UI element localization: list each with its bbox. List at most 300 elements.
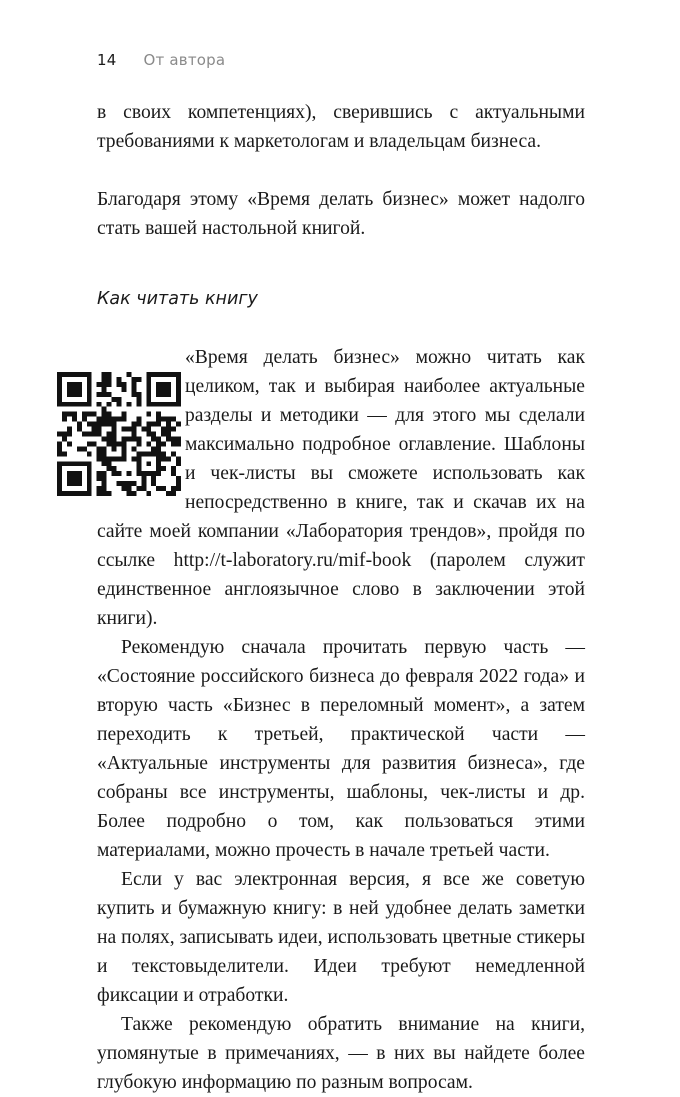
- qr-module: [82, 417, 87, 422]
- qr-module: [156, 412, 161, 417]
- qr-module: [126, 471, 131, 476]
- qr-module: [87, 387, 92, 392]
- qr-module: [112, 417, 117, 422]
- qr-module: [126, 481, 131, 486]
- qr-module: [87, 476, 92, 481]
- qr-module: [82, 461, 87, 466]
- qr-module: [126, 486, 131, 491]
- qr-module: [82, 432, 87, 437]
- qr-module: [102, 446, 107, 451]
- qr-module: [161, 417, 166, 422]
- page-body: [97, 98, 585, 1097]
- qr-module: [112, 436, 117, 441]
- qr-module: [156, 486, 161, 491]
- paragraph-how-to-read-text: «Время делать бизнес» можно читать как целиком, так и выбирая наиболее актуальные разделы и методики — для этого мы сделали максимально подробное оглавление. Шаблоны и чек-листы вы сможете использовать как непосредственно в книге, так и скачав их на сайте моей компании «Лаборатория трендов», пройдя по ссылке http://t-laboratory.ru/mif-book (паролем служит единственное англоязычное слово в заключении этой книги).: [97, 347, 585, 629]
- qr-module: [126, 372, 131, 377]
- qr-module: [57, 451, 62, 456]
- qr-module: [107, 441, 112, 446]
- qr-module: [117, 377, 122, 382]
- qr-module: [166, 372, 171, 377]
- qr-module: [77, 461, 82, 466]
- qr-module: [136, 417, 141, 422]
- qr-module: [161, 441, 166, 446]
- qr-module: [87, 461, 92, 466]
- qr-module: [166, 382, 171, 387]
- qr-module: [176, 382, 181, 387]
- qr-module: [161, 432, 166, 437]
- qr-module: [67, 412, 72, 417]
- qr-module: [92, 427, 97, 432]
- qr-module: [156, 436, 161, 441]
- qr-module: [112, 466, 117, 471]
- qr-module: [67, 382, 72, 387]
- qr-module: [107, 417, 112, 422]
- qr-module: [161, 372, 166, 377]
- qr-module: [156, 446, 161, 451]
- qr-module: [107, 372, 112, 377]
- qr-module: [72, 372, 77, 377]
- qr-module: [57, 377, 62, 382]
- qr-module: [102, 382, 107, 387]
- qr-module: [126, 436, 131, 441]
- qr-module: [97, 402, 102, 407]
- qr-module: [57, 446, 62, 451]
- qr-module: [72, 387, 77, 392]
- qr-module: [97, 476, 102, 481]
- qr-module: [146, 397, 151, 402]
- qr-module: [102, 481, 107, 486]
- qr-module: [146, 441, 151, 446]
- qr-module: [121, 451, 126, 456]
- qr-module: [67, 427, 72, 432]
- qr-module: [77, 402, 82, 407]
- qr-module: [171, 441, 176, 446]
- qr-module: [67, 476, 72, 481]
- qr-module: [57, 432, 62, 437]
- qr-module: [136, 461, 141, 466]
- qr-module: [176, 476, 181, 481]
- paragraph-continuation: в своих компетенциях), сверившись с актуальными требованиями к маркетологам и владельцам бизнеса.: [97, 102, 585, 152]
- qr-module: [176, 481, 181, 486]
- qr-module: [87, 471, 92, 476]
- qr-module: [136, 486, 141, 491]
- qr-module: [62, 372, 67, 377]
- qr-module: [107, 466, 112, 471]
- qr-module: [57, 486, 62, 491]
- qr-module: [136, 422, 141, 427]
- qr-module: [77, 372, 82, 377]
- qr-module: [146, 432, 151, 437]
- qr-module: [62, 451, 67, 456]
- qr-module: [102, 372, 107, 377]
- qr-module: [136, 451, 141, 456]
- paragraph-desk-book: Благодаря этому «Время делать бизнес» может надолго стать вашей настольной книгой.: [97, 189, 585, 239]
- qr-module: [151, 446, 156, 451]
- qr-module: [97, 491, 102, 496]
- qr-module: [131, 456, 136, 461]
- qr-module: [136, 402, 141, 407]
- qr-module: [121, 456, 126, 461]
- qr-module: [131, 491, 136, 496]
- qr-module: [62, 461, 67, 466]
- qr-module: [97, 422, 102, 427]
- qr-module: [57, 392, 62, 397]
- qr-module: [112, 456, 117, 461]
- qr-module: [62, 417, 67, 422]
- qr-module: [107, 382, 112, 387]
- qr-module: [141, 451, 146, 456]
- qr-module: [77, 481, 82, 486]
- qr-module: [77, 382, 82, 387]
- qr-module: [171, 417, 176, 422]
- qr-module: [136, 377, 141, 382]
- qr-module: [146, 491, 151, 496]
- qr-module: [92, 441, 97, 446]
- qr-module: [146, 471, 151, 476]
- qr-module: [77, 392, 82, 397]
- qr-module: [67, 372, 72, 377]
- qr-module: [57, 491, 62, 496]
- qr-module: [112, 427, 117, 432]
- qr-module: [67, 432, 72, 437]
- qr-module: [87, 481, 92, 486]
- qr-module: [176, 422, 181, 427]
- qr-module: [156, 466, 161, 471]
- qr-module: [82, 402, 87, 407]
- qr-module: [141, 481, 146, 486]
- qr-module: [156, 387, 161, 392]
- spacer: [97, 314, 585, 343]
- qr-module: [97, 451, 102, 456]
- qr-module: [77, 427, 82, 432]
- qr-module: [72, 382, 77, 387]
- qr-module: [131, 377, 136, 382]
- qr-module: [146, 392, 151, 397]
- qr-module: [62, 491, 67, 496]
- qr-module: [176, 377, 181, 382]
- qr-module: [97, 427, 102, 432]
- qr-module: [146, 461, 151, 466]
- qr-module: [176, 461, 181, 466]
- qr-module: [57, 476, 62, 481]
- qr-module: [87, 441, 92, 446]
- qr-module: [87, 412, 92, 417]
- paragraph-how-to-read-wrap: [97, 343, 585, 633]
- qr-module: [67, 387, 72, 392]
- qr-module: [117, 382, 122, 387]
- qr-module: [131, 481, 136, 486]
- qr-module: [171, 491, 176, 496]
- qr-module: [161, 486, 166, 491]
- qr-module: [156, 392, 161, 397]
- qr-module: [121, 427, 126, 432]
- qr-module: [146, 412, 151, 417]
- qr-module: [146, 377, 151, 382]
- section-heading: Как читать книгу: [97, 289, 258, 309]
- qr-module: [87, 392, 92, 397]
- qr-module: [146, 451, 151, 456]
- qr-module: [121, 441, 126, 446]
- qr-module: [87, 397, 92, 402]
- qr-module: [151, 451, 156, 456]
- qr-module: [57, 441, 62, 446]
- qr-module: [136, 471, 141, 476]
- qr-module: [67, 491, 72, 496]
- qr-module: [72, 402, 77, 407]
- qr-module: [141, 476, 146, 481]
- qr-module: [62, 436, 67, 441]
- qr-module: [176, 392, 181, 397]
- qr-module: [107, 432, 112, 437]
- qr-module: [72, 461, 77, 466]
- qr-module: [151, 436, 156, 441]
- qr-module: [87, 432, 92, 437]
- qr-module: [141, 471, 146, 476]
- qr-module: [92, 412, 97, 417]
- qr-module: [102, 392, 107, 397]
- qr-module: [112, 441, 117, 446]
- qr-module: [87, 402, 92, 407]
- qr-module: [97, 471, 102, 476]
- qr-module: [112, 446, 117, 451]
- qr-code-block[interactable]: [57, 343, 183, 503]
- qr-module: [151, 372, 156, 377]
- qr-module: [166, 456, 171, 461]
- qr-module: [72, 481, 77, 486]
- qr-module: [121, 417, 126, 422]
- qr-module: [166, 427, 171, 432]
- qr-module: [102, 491, 107, 496]
- qr-module: [107, 377, 112, 382]
- qr-module: [107, 392, 112, 397]
- qr-module: [72, 392, 77, 397]
- qr-module: [112, 422, 117, 427]
- spacer: [97, 243, 585, 285]
- qr-module: [57, 461, 62, 466]
- qr-module: [102, 377, 107, 382]
- qr-module: [77, 422, 82, 427]
- spacer: [97, 156, 585, 185]
- qr-module: [72, 412, 77, 417]
- qr-module: [161, 427, 166, 432]
- paragraph-notes: Также рекомендую обратить внимание на книги, упомянутые в примечаниях, — в них вы найдете более глубокую информацию по разным вопросам.: [97, 1014, 585, 1093]
- qr-module: [146, 387, 151, 392]
- qr-module: [156, 422, 161, 427]
- qr-module: [102, 476, 107, 481]
- qr-module: [176, 486, 181, 491]
- qr-module: [156, 441, 161, 446]
- qr-module: [161, 466, 166, 471]
- qr-module: [166, 436, 171, 441]
- qr-module: [161, 382, 166, 387]
- qr-module: [166, 402, 171, 407]
- qr-module: [166, 432, 171, 437]
- qr-module: [77, 491, 82, 496]
- qr-module: [117, 456, 122, 461]
- qr-module: [112, 397, 117, 402]
- qr-module: [131, 392, 136, 397]
- qr-module: [141, 486, 146, 491]
- qr-module: [57, 387, 62, 392]
- qr-module: [72, 417, 77, 422]
- qr-module: [156, 471, 161, 476]
- qr-module: [156, 382, 161, 387]
- qr-module: [151, 422, 156, 427]
- qr-module: [176, 372, 181, 377]
- qr-module: [92, 432, 97, 437]
- qr-module: [107, 412, 112, 417]
- qr-module: [102, 417, 107, 422]
- qr-module: [117, 471, 122, 476]
- qr-module: [166, 387, 171, 392]
- qr-module: [131, 382, 136, 387]
- qr-module: [77, 387, 82, 392]
- qr-module: [97, 417, 102, 422]
- qr-module: [121, 446, 126, 451]
- qr-module: [121, 387, 126, 392]
- qr-module: [171, 372, 176, 377]
- qr-module: [131, 422, 136, 427]
- qr-module: [97, 456, 102, 461]
- qr-module: [102, 471, 107, 476]
- qr-module: [171, 427, 176, 432]
- qr-module: [57, 471, 62, 476]
- qr-module: [112, 432, 117, 437]
- qr-module: [161, 456, 166, 461]
- qr-module: [136, 466, 141, 471]
- qr-code-icon[interactable]: [57, 372, 181, 496]
- qr-module: [171, 402, 176, 407]
- qr-module: [117, 481, 122, 486]
- qr-module: [117, 397, 122, 402]
- qr-module: [72, 476, 77, 481]
- qr-module: [146, 422, 151, 427]
- qr-module: [82, 446, 87, 451]
- qr-module: [166, 417, 171, 422]
- qr-module: [107, 461, 112, 466]
- qr-module: [121, 412, 126, 417]
- qr-module: [171, 466, 176, 471]
- qr-module: [126, 427, 131, 432]
- qr-module: [171, 436, 176, 441]
- qr-module: [107, 436, 112, 441]
- qr-module: [131, 427, 136, 432]
- qr-module: [121, 382, 126, 387]
- qr-module: [102, 456, 107, 461]
- qr-module: [171, 486, 176, 491]
- running-title: От автора: [143, 51, 226, 69]
- qr-module: [107, 422, 112, 427]
- qr-module: [131, 436, 136, 441]
- qr-module: [161, 392, 166, 397]
- qr-module: [102, 436, 107, 441]
- qr-module: [171, 471, 176, 476]
- qr-module: [166, 392, 171, 397]
- qr-module: [87, 491, 92, 496]
- qr-module: [176, 436, 181, 441]
- qr-module: [82, 412, 87, 417]
- qr-module: [87, 372, 92, 377]
- qr-module: [77, 446, 82, 451]
- qr-module: [67, 461, 72, 466]
- qr-module: [176, 402, 181, 407]
- qr-module: [161, 387, 166, 392]
- qr-module: [121, 486, 126, 491]
- qr-module: [141, 427, 146, 432]
- qr-module: [156, 461, 161, 466]
- qr-module: [156, 456, 161, 461]
- qr-module: [87, 377, 92, 382]
- qr-module: [102, 422, 107, 427]
- qr-module: [121, 436, 126, 441]
- page-header: [97, 51, 225, 69]
- qr-module: [171, 451, 176, 456]
- qr-module: [97, 382, 102, 387]
- qr-module: [156, 402, 161, 407]
- qr-module: [62, 412, 67, 417]
- qr-module: [131, 446, 136, 451]
- qr-module: [156, 451, 161, 456]
- qr-module: [57, 481, 62, 486]
- qr-module: [146, 402, 151, 407]
- qr-module: [62, 402, 67, 407]
- qr-module: [97, 486, 102, 491]
- qr-module: [57, 397, 62, 402]
- qr-module: [146, 372, 151, 377]
- qr-module: [161, 451, 166, 456]
- qr-module: [77, 476, 82, 481]
- paragraph-how-to-read: [97, 343, 585, 633]
- qr-module: [87, 451, 92, 456]
- qr-module: [62, 432, 67, 437]
- qr-module: [136, 397, 141, 402]
- qr-module: [151, 402, 156, 407]
- qr-module: [136, 456, 141, 461]
- qr-module: [166, 422, 171, 427]
- paragraph-recommend-order: Рекомендую сначала прочитать первую часть — «Состояние российского бизнеса до февраля 2022 года» и вторую часть «Бизнес в переломный момент», а затем переходить к третьей, практической части — «Актуальные инструменты для развития бизнеса», где собраны все инструменты, шаблоны, чек-листы и др. Более подробно о том, как пользоваться этими материалами, можно прочесть в начале третьей части.: [97, 637, 585, 861]
- qr-module: [102, 486, 107, 491]
- qr-module: [156, 417, 161, 422]
- qr-module: [176, 387, 181, 392]
- qr-module: [176, 397, 181, 402]
- qr-module: [92, 422, 97, 427]
- qr-module: [117, 402, 122, 407]
- qr-module: [102, 412, 107, 417]
- qr-module: [102, 387, 107, 392]
- qr-module: [117, 417, 122, 422]
- qr-module: [87, 486, 92, 491]
- qr-module: [151, 481, 156, 486]
- qr-module: [136, 441, 141, 446]
- qr-module: [57, 382, 62, 387]
- qr-module: [151, 471, 156, 476]
- qr-module: [131, 432, 136, 437]
- qr-module: [87, 466, 92, 471]
- qr-module: [77, 471, 82, 476]
- qr-module: [97, 446, 102, 451]
- qr-module: [72, 471, 77, 476]
- qr-module: [126, 402, 131, 407]
- qr-module: [176, 456, 181, 461]
- qr-module: [117, 441, 122, 446]
- qr-module: [146, 382, 151, 387]
- qr-module: [102, 451, 107, 456]
- qr-module: [151, 432, 156, 437]
- qr-module: [97, 432, 102, 437]
- qr-module: [67, 441, 72, 446]
- qr-module: [151, 476, 156, 481]
- qr-module: [107, 456, 112, 461]
